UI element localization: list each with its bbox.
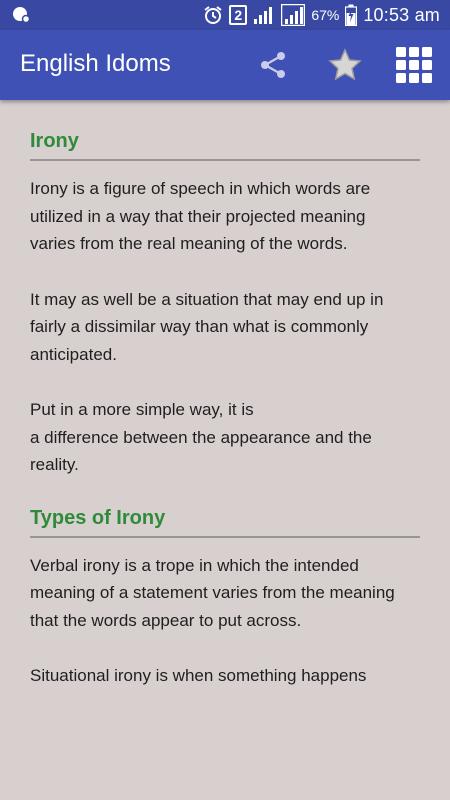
app-title: English Idoms — [20, 50, 171, 77]
section-divider — [30, 536, 420, 538]
status-bar — [0, 0, 450, 30]
grid-menu-button[interactable] — [395, 46, 433, 84]
section-title: Types of Irony — [30, 506, 166, 529]
section-title: Irony — [30, 130, 79, 152]
text-line: It may as well be a situation that may end up in — [30, 289, 384, 309]
grid-menu-icon — [395, 46, 433, 84]
section-divider — [30, 159, 420, 161]
app-bar — [0, 30, 450, 100]
text-line: Verbal irony is a trope in which the intended — [30, 555, 359, 575]
paragraph — [30, 552, 420, 635]
text-line: Irony is a figure of speech in which words are — [30, 179, 371, 198]
article-content[interactable] — [0, 100, 450, 718]
signal-sim2-icon — [281, 4, 305, 26]
paragraph — [30, 396, 420, 479]
text-line: reality. — [30, 455, 79, 474]
share-icon — [258, 50, 288, 80]
text-line: that the words appear to put across. — [30, 610, 302, 630]
text-line: anticipated. — [30, 344, 117, 364]
paragraph — [30, 662, 420, 690]
paragraph — [30, 286, 420, 369]
section-types-of-irony — [30, 507, 420, 690]
signal-icon — [253, 5, 275, 25]
text-line: Put in a more simple way, it is — [30, 400, 254, 419]
star-icon — [328, 48, 362, 82]
sim-badge: 2 — [229, 5, 247, 25]
text-line: meaning of a statement varies from the meaning — [30, 583, 395, 602]
text-line: utilized in a way that their projected meaning — [30, 206, 366, 226]
text-line: a difference between the appearance and the — [30, 427, 372, 447]
favorite-button[interactable] — [326, 46, 364, 84]
section-irony — [30, 130, 420, 479]
battery-charging-icon — [345, 4, 357, 26]
paragraph — [30, 175, 420, 258]
share-button[interactable] — [254, 46, 292, 84]
text-line: fairly a dissimilar way than what is commonly — [30, 317, 369, 336]
alarm-icon — [203, 5, 223, 25]
battery-percent: 67% — [311, 7, 340, 23]
app-notification-icon — [12, 6, 30, 24]
clock: 10:53 am — [363, 4, 440, 25]
text-line: Situational irony is when something happens — [30, 666, 367, 685]
text-line: varies from the real meaning of the words. — [30, 234, 348, 253]
